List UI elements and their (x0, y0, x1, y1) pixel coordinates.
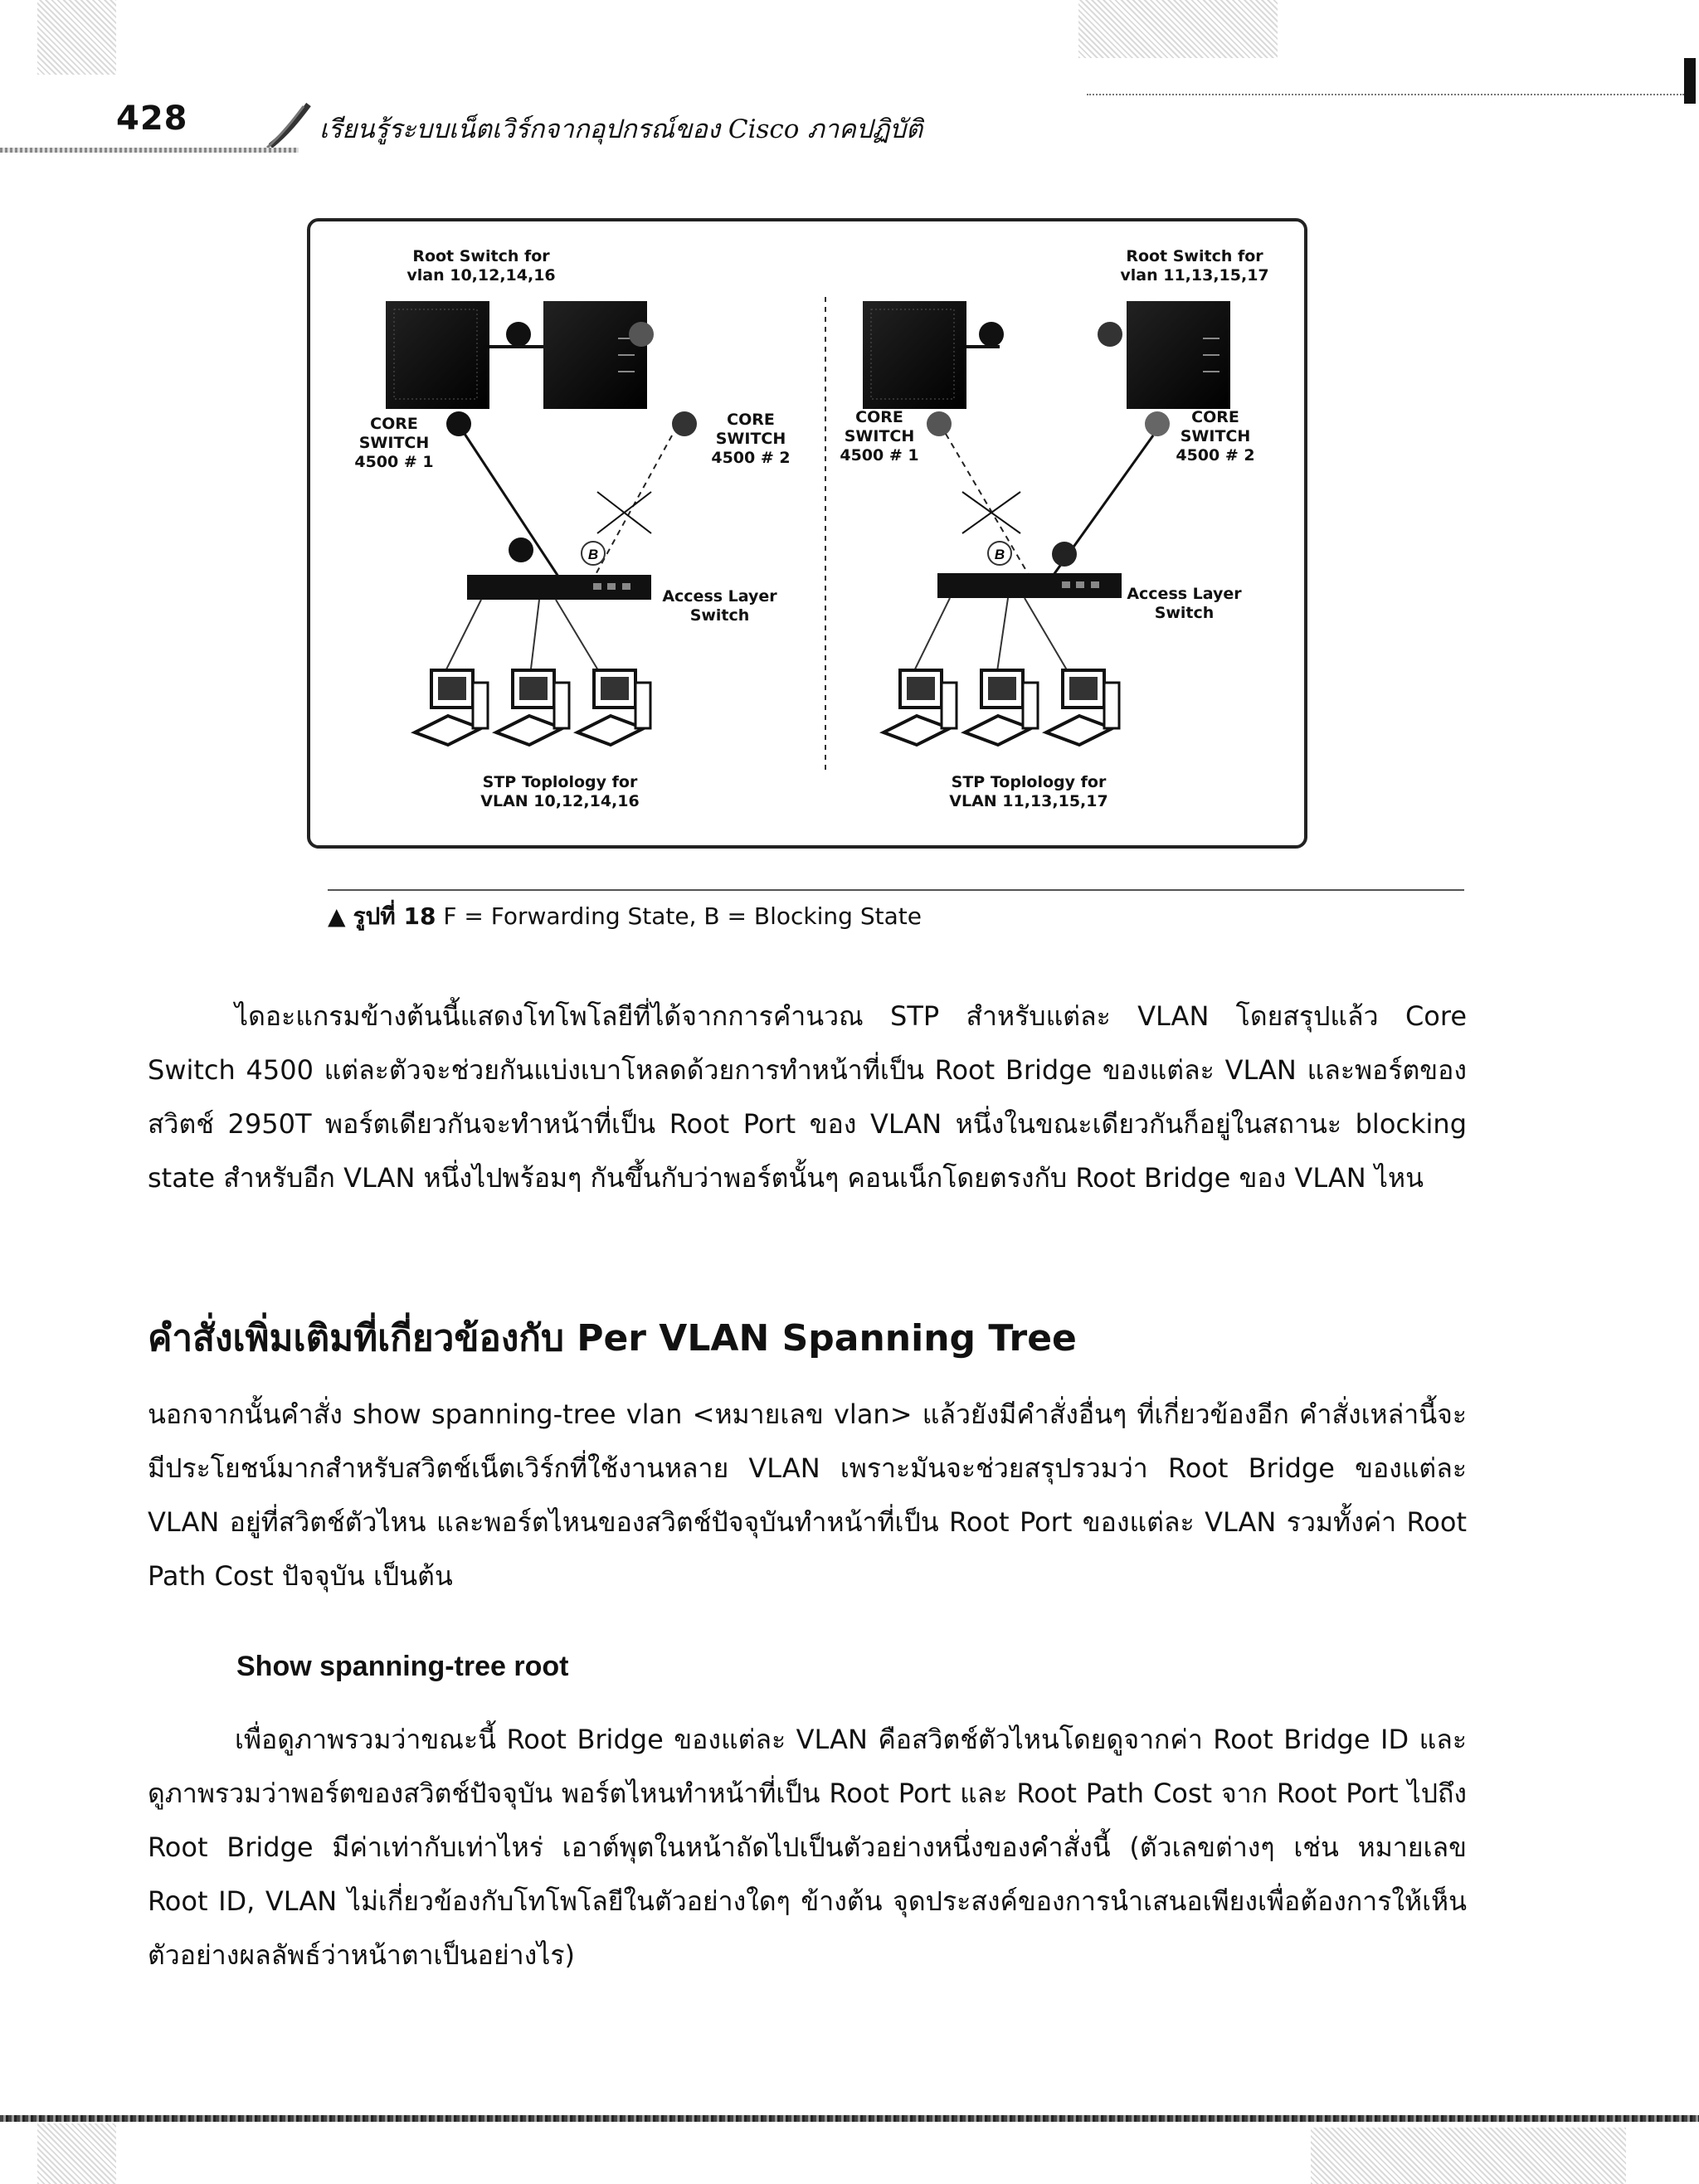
svg-text:B: B (587, 547, 599, 562)
header-rule (0, 148, 299, 153)
page-number: 428 (116, 100, 188, 138)
blocked-link (946, 434, 1029, 575)
caption-label: รูปที่ 18 (353, 902, 436, 930)
root-switch-label-left: Root Switch for vlan 10,12,14,16 (406, 247, 556, 285)
port-indicator (446, 411, 471, 436)
port-indicator (927, 411, 952, 436)
bottom-rule (0, 2115, 1699, 2122)
port-indicator (629, 322, 654, 347)
caption-marker-icon: ▲ (328, 902, 346, 930)
scan-mark-bottom-left (37, 2123, 116, 2184)
left-panel (386, 301, 697, 745)
port-indicator (1052, 542, 1077, 567)
section-heading: คำสั่งเพิ่มเติมที่เกี่ยวข้องกับ Per VLAN Spanning Tree (148, 1317, 1077, 1360)
port-indicator (1145, 411, 1170, 436)
workstation-icon (496, 670, 569, 745)
core-switch-1-label-left: CORE SWITCH 4500 # 1 (354, 415, 434, 471)
stp-topology-diagram (307, 218, 1307, 849)
core-switch-1-icon (386, 301, 489, 409)
figure-caption (328, 898, 922, 935)
thumb-tab-marker (1684, 58, 1696, 104)
port-indicator (1098, 322, 1122, 347)
core-switch-2-label-left: CORE SWITCH 4500 # 2 (711, 411, 791, 467)
access-switch-label-left: Access Layer Switch (662, 587, 777, 625)
workstation-icon (1046, 670, 1119, 745)
stp-topology-label-left: STP Toplology for VLAN 10,12,14,16 (480, 773, 640, 810)
header-swoosh-icon (265, 101, 315, 151)
access-switch-label-right: Access Layer Switch (1127, 585, 1242, 622)
paragraph-2: นอกจากนั้นคำสั่ง show spanning-tree vlan <หมายเลข vlan> แล้วยังมีคำสั่งอื่นๆ ที่เกี่ยวข้องอีก คำสั่งเหล่านี้จะมีประโยชน์มากสำหรับสวิตช์เน็ตเวิร์กที่ใช้งานหลาย VLAN เพราะมันจะช่วยสรุปรวมว่า Root Bridge ของแต่ละ VLAN อยู่ที่สวิตช์ตัวไหน และพอร์ตไหนของสวิตช์ปัจจุบันทำหน้าที่เป็น Root Port ของแต่ละ VLAN รวมทั้งค่า Root Path Cost ปัจจุบัน เป็นต้น (148, 1398, 1467, 1592)
scan-mark-top-left (37, 0, 116, 75)
caption-rule (328, 889, 1464, 891)
core-switch-1-label-right: CORE SWITCH 4500 # 1 (840, 408, 919, 465)
scan-mark-bottom-right (1311, 2128, 1626, 2184)
caption-text: F = Forwarding State, B = Blocking State (443, 902, 922, 930)
workstation-icon (884, 670, 957, 745)
port-indicator (509, 537, 533, 562)
core-switch-2-label-right: CORE SWITCH 4500 # 2 (1176, 408, 1255, 465)
port-indicator (979, 322, 1004, 347)
workstation-icon (415, 670, 488, 745)
paragraph-1: ไดอะแกรมข้างต้นนี้แสดงโทโพโลยีที่ได้จากการคำนวณ STP สำหรับแต่ละ VLAN โดยสรุปแล้ว Core Switch 4500 แต่ละตัวจะช่วยกันแบ่งเบาโหลดด้วยการทำหน้าที่เป็น Root Bridge ของแต่ละ VLAN และพอร์ตของสวิตช์ 2950T พอร์ตเดียวกันจะทำหน้าที่เป็น Root Port ของ VLAN หนึ่งในขณะเดียวกันก็อยู่ในสถานะ blocking state สำหรับอีก VLAN หนึ่งไปพร้อมๆ กันขึ้นกับว่าพอร์ตนั้นๆ คอนเน็กโดยตรงกับ Root Bridge ของ VLAN ไหน (148, 1000, 1467, 1194)
port-indicator (506, 322, 531, 347)
stp-topology-label-right: STP Toplology for VLAN 11,13,15,17 (949, 773, 1108, 810)
workstation-icon (577, 670, 650, 745)
right-panel (863, 301, 1230, 745)
top-dotted-rule (1087, 94, 1684, 97)
core-switch-1-icon (863, 301, 966, 409)
root-switch-label-right: Root Switch for vlan 11,13,15,17 (1120, 247, 1269, 285)
port-indicator (672, 411, 697, 436)
workstation-icon (965, 670, 1038, 745)
paragraph-3: เพื่อดูภาพรวมว่าขณะนี้ Root Bridge ของแต่ละ VLAN คือสวิตช์ตัวไหนโดยดูจากค่า Root Bridge ID และดูภาพรวมว่าพอร์ตของสวิตช์ปัจจุบัน พอร์ตไหนทำหน้าที่เป็น Root Port และ Root Path Cost จาก Root Port ไปถึง Root Bridge มีค่าเท่ากับเท่าไหร่ เอาต์พุตในหน้าถัดไปเป็นตัวอย่างหนึ่งของคำสั่งนี้ (ตัวเลขต่างๆ เช่น หมายเลข Root ID, VLAN ไม่เกี่ยวข้องกับโทโพโลยีในตัวอย่างใดๆ ข้างต้น จุดประสงค์ของการนำเสนอเพียงเพื่อต้องการให้เห็นตัวอย่างผลลัพธ์ว่าหน้าตาเป็นอย่างไร) (148, 1724, 1467, 1971)
svg-text:B: B (994, 547, 1005, 562)
scan-mark-top-right (1078, 0, 1278, 58)
running-header-title: เรียนรู้ระบบเน็ตเวิร์กจากอุปกรณ์ของ Cisco ภาคปฏิบัติ (319, 114, 923, 144)
subsection-heading: Show spanning-tree root (236, 1651, 569, 1682)
